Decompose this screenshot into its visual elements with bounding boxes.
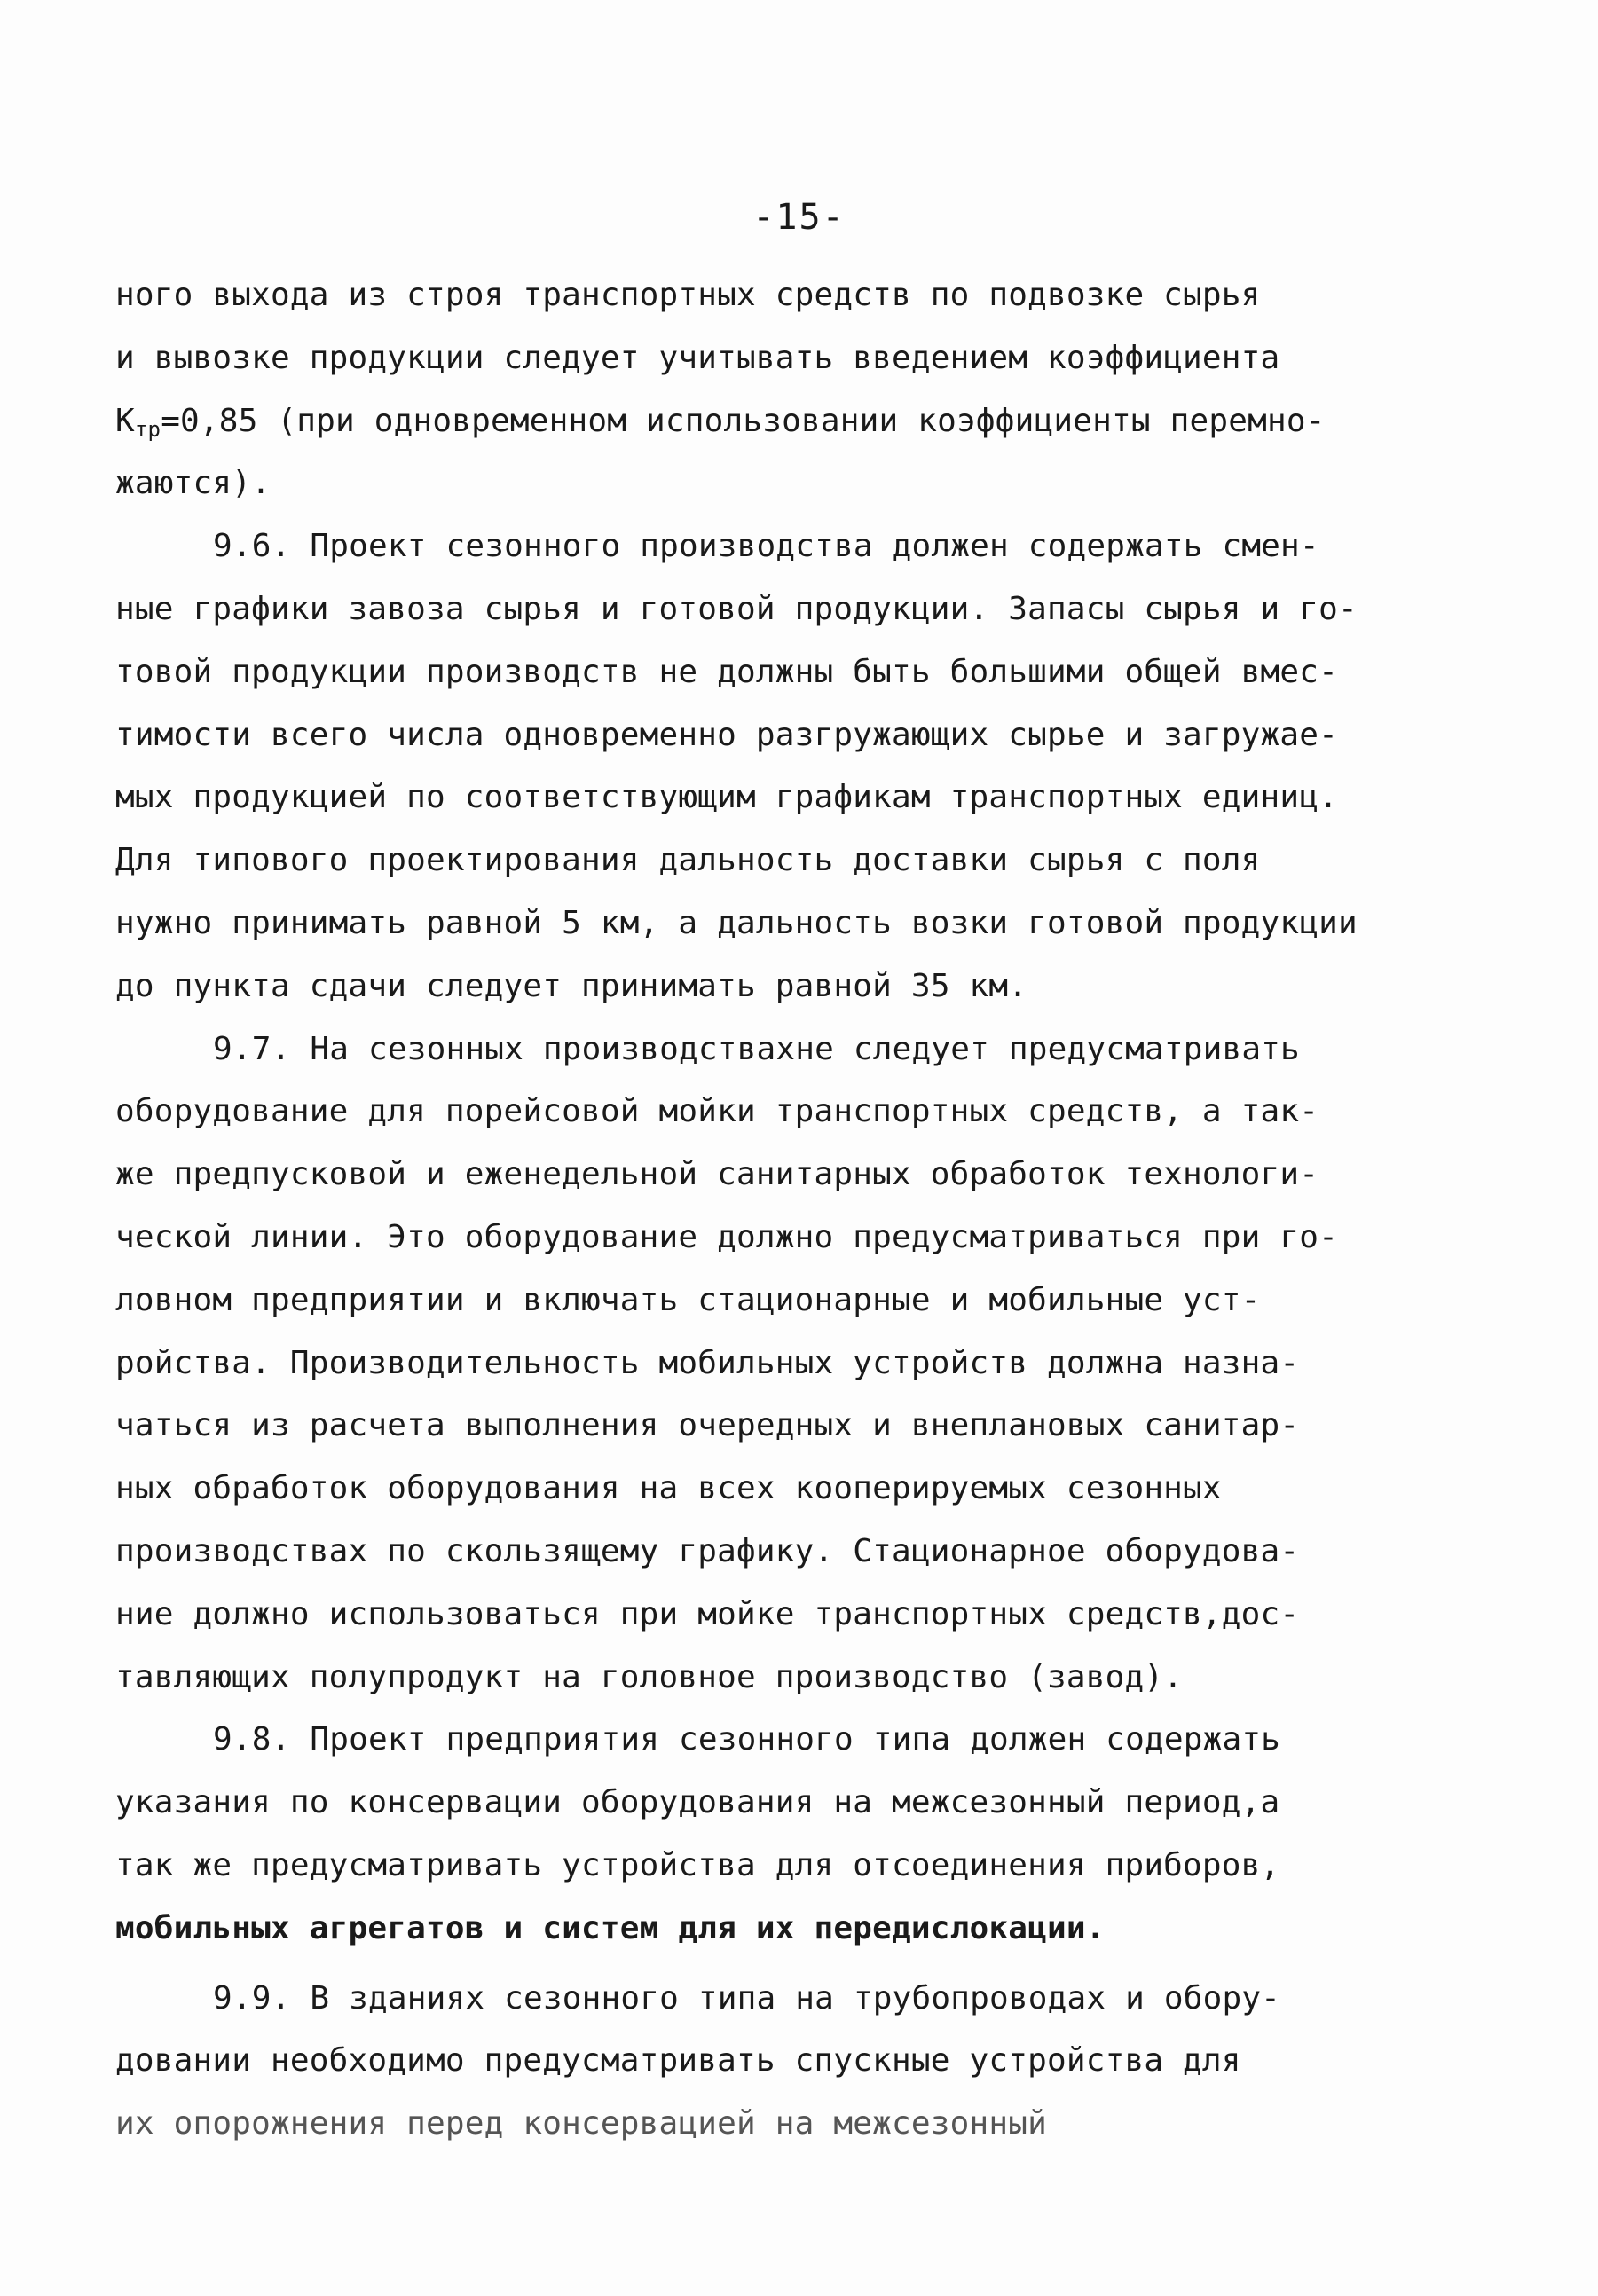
text-line: тавляющих полупродукт на головное производство (завод). <box>115 1658 1184 1695</box>
paragraph-9-7 <box>115 1018 1358 1710</box>
paragraph-9-6 <box>115 515 1358 1018</box>
text-line: так же предусматривать устройства для отсоединения приборов, <box>115 1846 1280 1883</box>
coefficient-symbol: К <box>115 402 135 439</box>
paragraph-heading-line: 9.9. В зданиях сезонного типа на трубопроводах и обору- <box>213 1979 1281 2017</box>
text-line: Для типового проектирования дальность доставки сырья с поля <box>115 842 1261 879</box>
paragraph-heading-line: 9.7. На сезонных производствахне следует предусматривать <box>213 1030 1300 1067</box>
paragraph-continuation <box>115 264 1358 515</box>
document-body <box>115 264 1358 2156</box>
text-line: и вывозке продукции следует учитывать введением коэффициента <box>115 339 1280 376</box>
text-line: мых продукцией по соответствующим графикам транспортных единиц. <box>115 779 1339 816</box>
coefficient-subscript: тр <box>134 416 161 442</box>
text-line: нужно принимать равной 5 км, а дальность возки готовой продукции <box>115 904 1358 941</box>
text-line: довании необходимо предусматривать спускные устройства для <box>115 2042 1241 2080</box>
text-line: до пункта сдачи следует принимать равной 35 км. <box>115 967 1028 1004</box>
paragraph-9-8 <box>115 1709 1358 1960</box>
text-line: ные графики завоза сырья и готовой продукции. Запасы сырья и го- <box>115 590 1358 627</box>
paragraph-heading-line: 9.6. Проект сезонного производства должен содержать смен- <box>213 528 1319 565</box>
text-line: чаться из расчета выполнения очередных и внеплановых санитар- <box>115 1407 1300 1444</box>
text-line: оборудование для порейсовой мойки транспортных средств, а так- <box>115 1093 1319 1130</box>
text-line: производствах по скользящему графику. Стационарное оборудова- <box>115 1532 1300 1569</box>
text-line: указания по консервации оборудования на межсезонный период,а <box>115 1784 1280 1821</box>
text-line: же предпусковой и еженедельной санитарных обработок технологи- <box>115 1156 1319 1193</box>
text-line: тимости всего числа одновременно разгружающих сырье и загружае- <box>115 716 1339 753</box>
text-line: ческой линии. Это оборудование должно предусматриваться при го- <box>115 1218 1339 1255</box>
text-line: ного выхода из строя транспортных средств по подвозке сырья <box>115 277 1261 313</box>
coefficient-text: =0,85 (при одновременном использовании коэффициенты перемно- <box>161 402 1326 439</box>
text-line: товой продукции производств не должны быть большими общей вмес- <box>115 653 1339 690</box>
text-line: ние должно использоваться при мойке транспортных средств,дос- <box>115 1595 1300 1632</box>
text-line: ных обработок оборудования на всех кооперируемых сезонных <box>115 1470 1222 1507</box>
text-line-with-coefficient <box>115 390 1358 453</box>
text-line: ройства. Производительность мобильных устройств должна назна- <box>115 1344 1300 1381</box>
page-number: -15- <box>752 197 846 238</box>
paragraph-9-9 <box>115 1968 1358 2156</box>
paragraph-gap <box>115 1961 1358 1968</box>
text-line: ловном предприятии и включать стационарные и мобильные уст- <box>115 1281 1261 1318</box>
text-line-faded: их опорожнения перед консервацией на межсезонный <box>115 2105 1047 2143</box>
text-line: жаются). <box>115 465 271 502</box>
paragraph-heading-line: 9.8. Проект предприятия сезонного типа должен содержать <box>213 1721 1281 1758</box>
text-line: мобильных агрегатов и систем для их передислокации. <box>115 1909 1106 1946</box>
